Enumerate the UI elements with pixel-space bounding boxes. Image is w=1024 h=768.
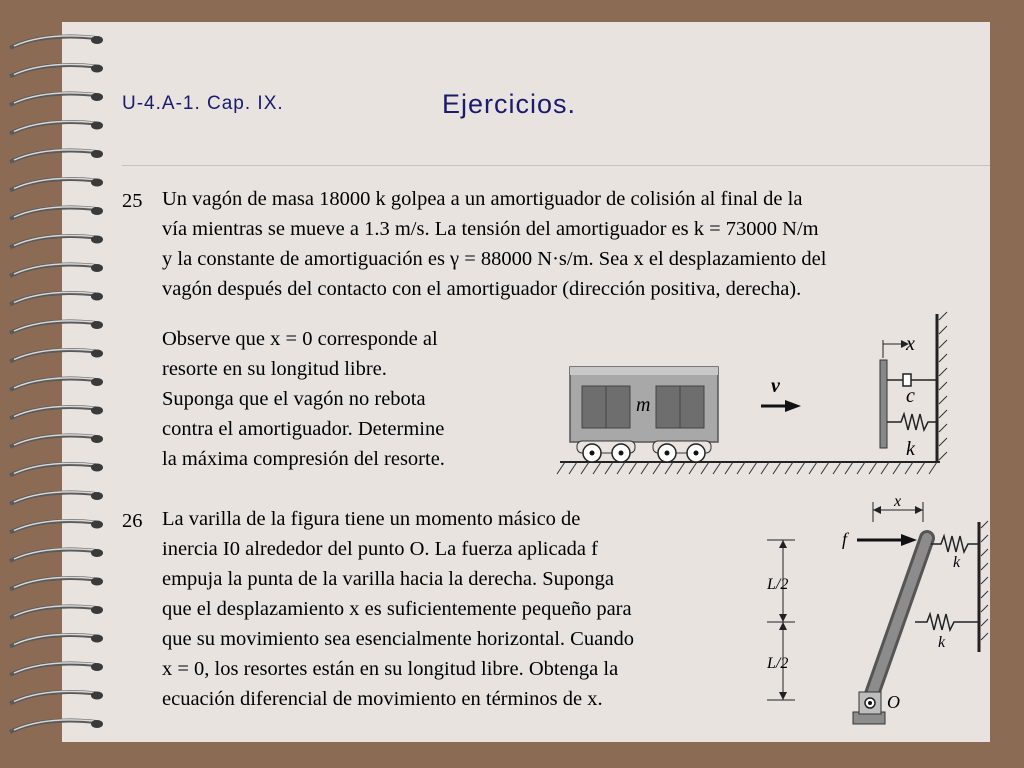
spiral-hole bbox=[91, 65, 103, 73]
spring-label: k bbox=[906, 438, 915, 460]
problem-25-note-line: Observe que x = 0 corresponde al bbox=[162, 328, 438, 350]
bumper-plate bbox=[880, 360, 887, 448]
spiral-binding bbox=[0, 0, 110, 768]
problem-25-statement bbox=[162, 184, 826, 304]
problem-26-statement bbox=[162, 504, 634, 714]
problem-26-line: inercia I0 alrededor del punto O. La fuerza aplicada f bbox=[162, 538, 598, 560]
problem-26-number: 26 bbox=[122, 510, 143, 532]
force-label: f bbox=[842, 529, 848, 549]
header-divider bbox=[122, 165, 990, 166]
spring-bottom bbox=[915, 614, 979, 630]
problem-25-line: vagón después del contacto con el amortiguador (dirección positiva, derecha). bbox=[162, 278, 802, 300]
spiral-hole bbox=[91, 122, 103, 130]
spiral-hole bbox=[91, 93, 103, 101]
velocity-label: v bbox=[771, 375, 780, 397]
damper-label: c bbox=[906, 385, 915, 407]
half-length-upper-label: L/2 bbox=[767, 576, 789, 593]
spring-bottom-label: k bbox=[938, 634, 946, 651]
problem-25-note-line: Suponga que el vagón no rebota bbox=[162, 388, 426, 410]
spiral-hole bbox=[91, 236, 103, 244]
spiral-hole bbox=[91, 720, 103, 728]
spiral-hole bbox=[91, 264, 103, 272]
spiral-hole bbox=[91, 207, 103, 215]
problem-25-note-line: la máxima compresión del resorte. bbox=[162, 448, 445, 470]
pivot-label: O bbox=[887, 692, 900, 712]
bumper-spring bbox=[887, 414, 937, 430]
problem-25-line: Un vagón de masa 18000 k golpea a un amortiguador de colisión al final de la bbox=[162, 188, 803, 210]
spiral-hole bbox=[91, 606, 103, 614]
section-label: U-4.A-1. Cap. IX. bbox=[122, 93, 284, 114]
problem-26-line: que el desplazamiento x es suficientemente pequeño para bbox=[162, 598, 632, 620]
spiral-hole bbox=[91, 663, 103, 671]
displacement-label: x bbox=[906, 333, 915, 355]
spiral-hole bbox=[91, 321, 103, 329]
problem-25-line: vía mientras se mueve a 1.3 m/s. La tensión del amortiguador es k = 73000 N/m bbox=[162, 218, 819, 240]
railcar-bumper-figure bbox=[555, 310, 975, 480]
rod-springs-figure bbox=[755, 492, 990, 732]
problem-26-line: que su movimiento sea esencialmente horizontal. Cuando bbox=[162, 628, 634, 650]
spiral-hole bbox=[91, 435, 103, 443]
spiral-hole bbox=[91, 150, 103, 158]
rod-displacement-label: x bbox=[894, 493, 902, 510]
problem-25-note-line: contra el amortiguador. Determine bbox=[162, 418, 445, 440]
spiral-hole bbox=[91, 464, 103, 472]
problem-26-line: ecuación diferencial de movimiento en términos de x. bbox=[162, 688, 603, 710]
spiral-hole bbox=[91, 549, 103, 557]
problem-26-line: x = 0, los resortes están en su longitud libre. Obtenga la bbox=[162, 658, 619, 680]
spiral-hole bbox=[91, 179, 103, 187]
spiral-hole bbox=[91, 407, 103, 415]
spring-top-label: k bbox=[953, 554, 961, 571]
spiral-hole bbox=[91, 36, 103, 44]
spiral-hole bbox=[91, 350, 103, 358]
spiral-hole bbox=[91, 378, 103, 386]
spiral-hole bbox=[91, 293, 103, 301]
spiral-hole bbox=[91, 692, 103, 700]
mass-label: m bbox=[636, 394, 651, 416]
page-title: Ejercicios. bbox=[442, 89, 577, 119]
half-length-lower-label: L/2 bbox=[767, 655, 789, 672]
problem-25-number: 25 bbox=[122, 190, 143, 212]
spiral-hole bbox=[91, 521, 103, 529]
spiral-hole bbox=[91, 635, 103, 643]
problem-25-line: y la constante de amortiguación es γ = 88000 N·s/m. Sea x el desplazamiento del bbox=[162, 248, 827, 270]
problem-25-note-line: resorte en su longitud libre. bbox=[162, 358, 387, 380]
spring-top bbox=[931, 536, 979, 552]
problem-25-note bbox=[162, 324, 445, 474]
spiral-hole bbox=[91, 578, 103, 586]
spiral-hole bbox=[91, 492, 103, 500]
problem-26-line: La varilla de la figura tiene un momento másico de bbox=[162, 508, 581, 530]
problem-26-line: empuja la punta de la varilla hacia la derecha. Suponga bbox=[162, 568, 614, 590]
